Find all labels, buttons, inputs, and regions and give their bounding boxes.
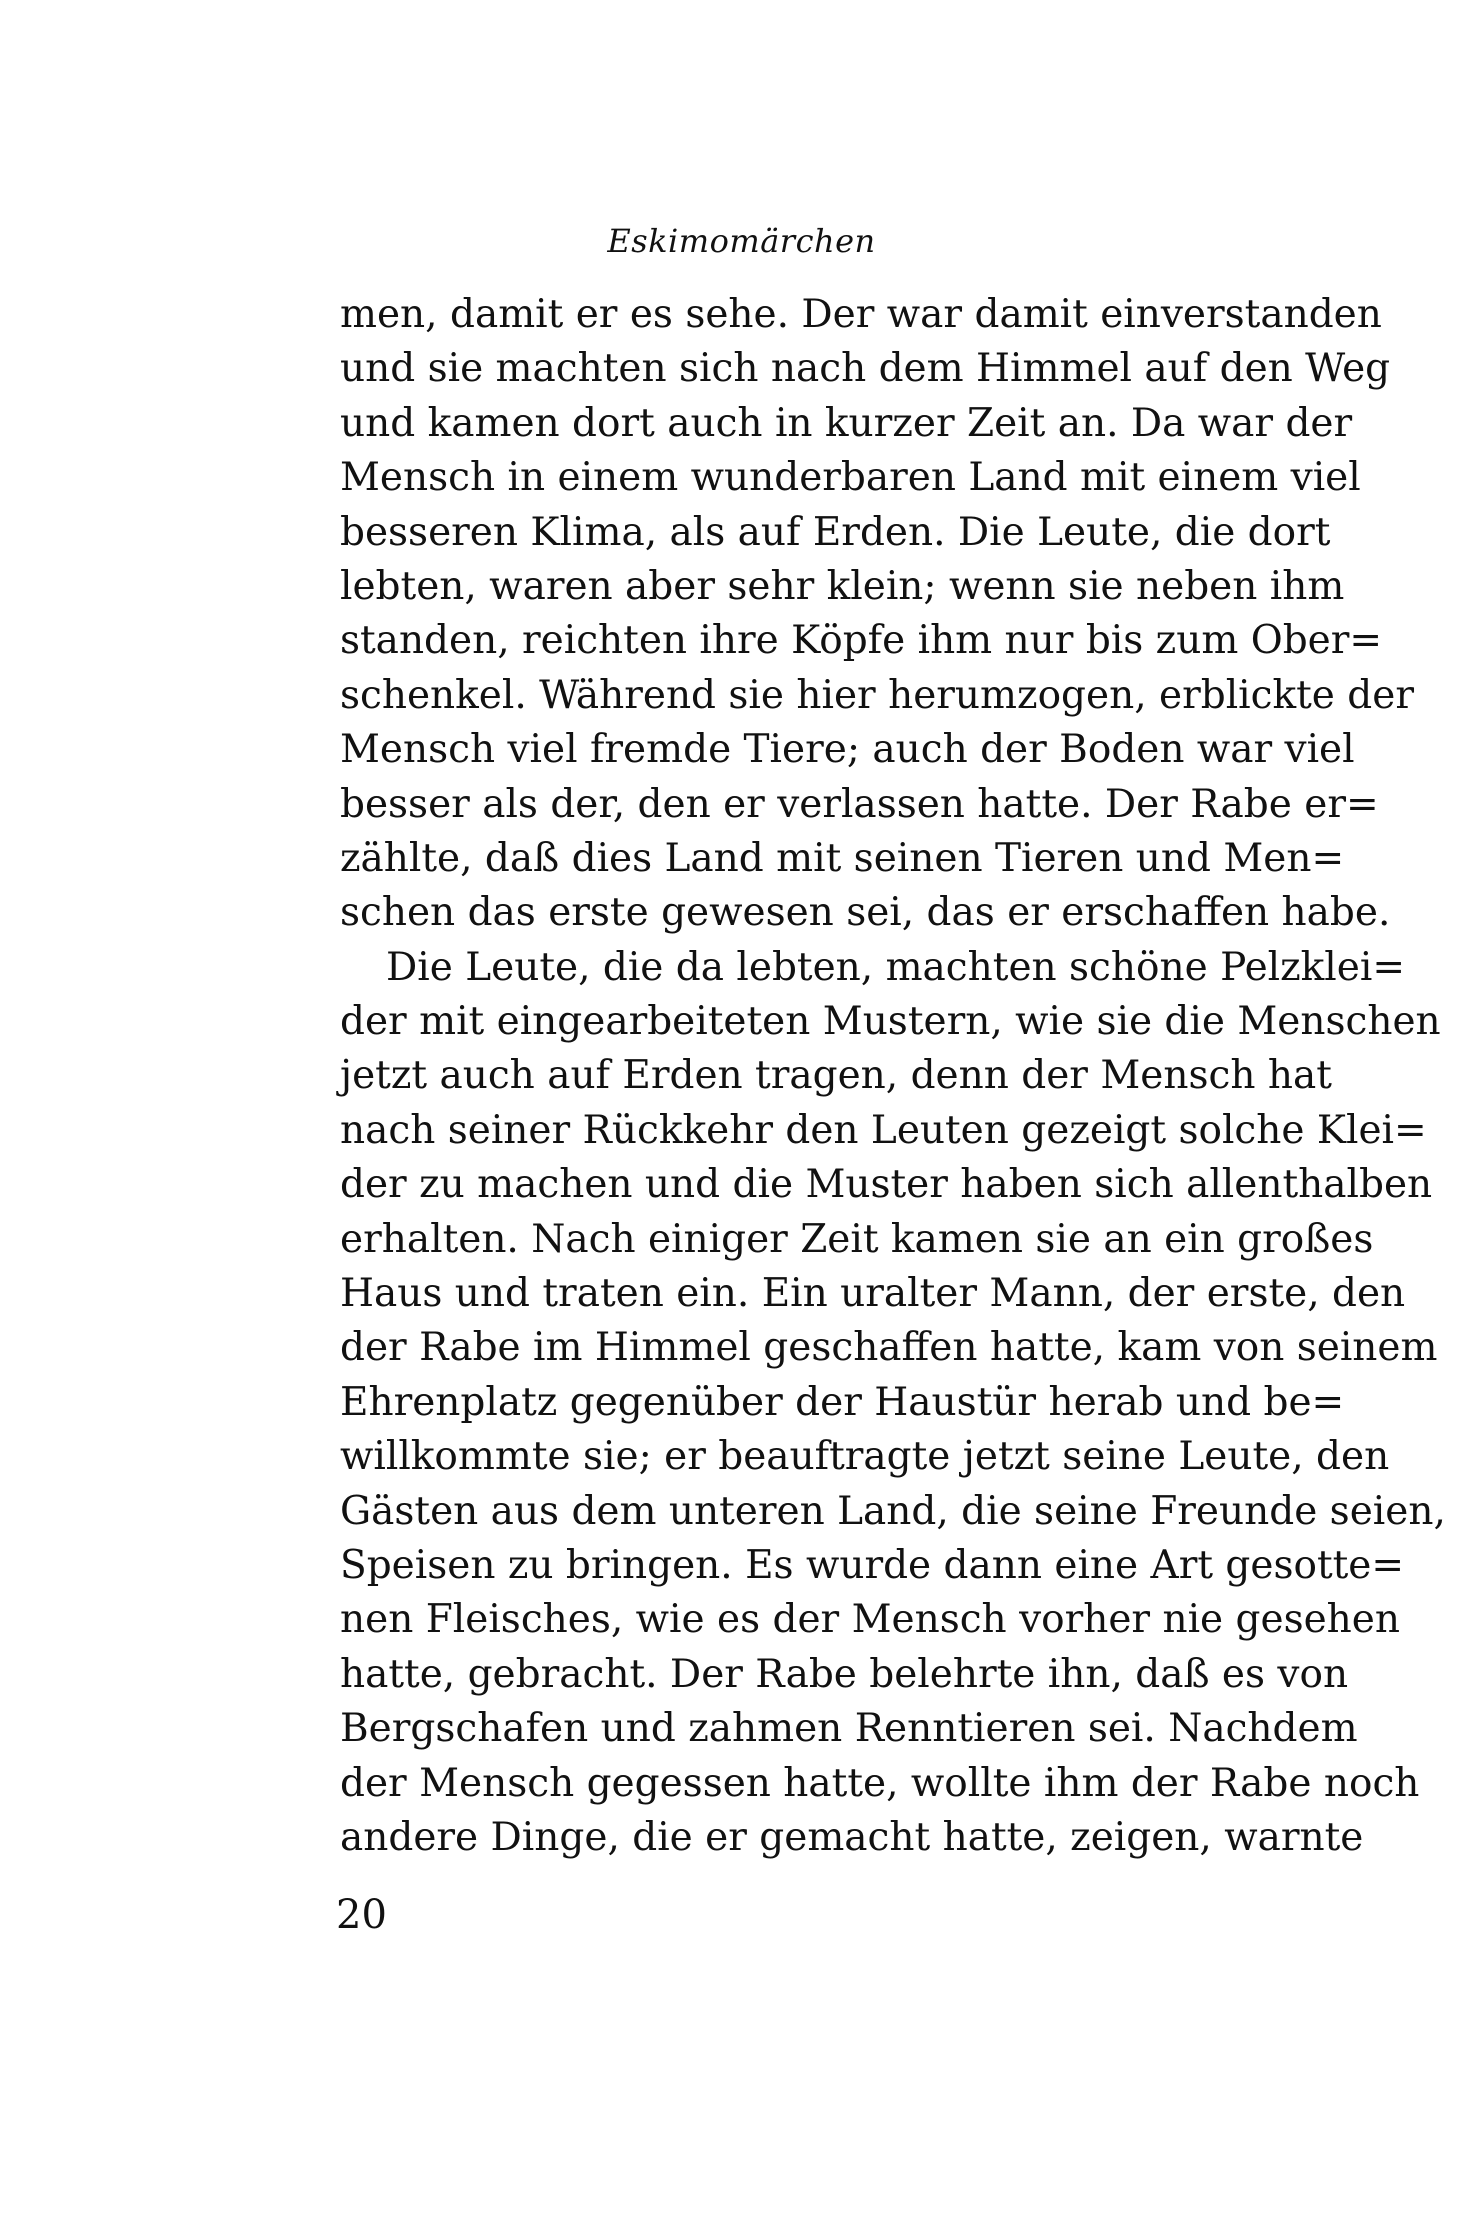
text-line: Die Leute, die da lebten, machten schöne Pelzklei= bbox=[386, 944, 1406, 990]
text-line: willkommte sie; er beauftragte jetzt seine Leute, den bbox=[340, 1434, 1390, 1480]
text-line: andere Dinge, die er gemacht hatte, zeigen, warnte bbox=[340, 1814, 1364, 1860]
page-number: 20 bbox=[336, 1892, 387, 1938]
text-line: Speisen zu bringen. Es wurde dann eine Art gesotte= bbox=[340, 1542, 1405, 1588]
text-line: Haus und traten ein. Ein uralter Mann, der erste, den bbox=[340, 1271, 1406, 1317]
text-line: schen das erste gewesen sei, das er erschaffen habe. bbox=[340, 890, 1391, 936]
text-line: schenkel. Während sie hier herumzogen, erblickte der bbox=[340, 672, 1414, 718]
body-text bbox=[340, 288, 1446, 1865]
text-line: Mensch in einem wunderbaren Land mit einem viel bbox=[340, 455, 1361, 501]
text-line: besser als der, den er verlassen hatte. Der Rabe er= bbox=[340, 781, 1379, 827]
text-line: Mensch viel fremde Tiere; auch der Boden war viel bbox=[340, 727, 1355, 773]
text-line: der mit eingearbeiteten Mustern, wie sie die Menschen bbox=[340, 999, 1441, 1045]
text-line: Gästen aus dem unteren Land, die seine Freunde seien, bbox=[340, 1488, 1446, 1534]
text-line: jetzt auch auf Erden tragen, denn der Mensch hat bbox=[340, 1053, 1332, 1099]
text-line: zählte, daß dies Land mit seinen Tieren und Men= bbox=[340, 835, 1345, 881]
text-line: Ehrenplatz gegenüber der Haustür herab und be= bbox=[340, 1379, 1345, 1425]
text-line: erhalten. Nach einiger Zeit kamen sie an ein großes bbox=[340, 1216, 1374, 1262]
text-line: und sie machten sich nach dem Himmel auf den Weg bbox=[340, 346, 1391, 392]
text-line: standen, reichten ihre Köpfe ihm nur bis zum Ober= bbox=[340, 618, 1383, 664]
text-line: nach seiner Rückkehr den Leuten gezeigt solche Klei= bbox=[340, 1107, 1427, 1153]
text-line: men, damit er es sehe. Der war damit einverstanden bbox=[340, 292, 1382, 337]
text-line: der Mensch gegessen hatte, wollte ihm der Rabe noch bbox=[340, 1760, 1420, 1806]
text-line: Bergschafen und zahmen Renntieren sei. Nachdem bbox=[340, 1706, 1358, 1752]
text-line: der zu machen und die Muster haben sich allenthalben bbox=[340, 1162, 1433, 1208]
running-head: Eskimomärchen bbox=[607, 222, 876, 260]
text-line: der Rabe im Himmel geschaffen hatte, kam von seinem bbox=[340, 1325, 1438, 1371]
text-line: besseren Klima, als auf Erden. Die Leute, die dort bbox=[340, 509, 1331, 555]
text-line: und kamen dort auch in kurzer Zeit an. Da war der bbox=[340, 400, 1353, 446]
text-line: nen Fleisches, wie es der Mensch vorher nie gesehen bbox=[340, 1597, 1400, 1643]
text-line: hatte, gebracht. Der Rabe belehrte ihn, daß es von bbox=[340, 1651, 1349, 1697]
text-line: lebten, waren aber sehr klein; wenn sie neben ihm bbox=[340, 563, 1345, 609]
